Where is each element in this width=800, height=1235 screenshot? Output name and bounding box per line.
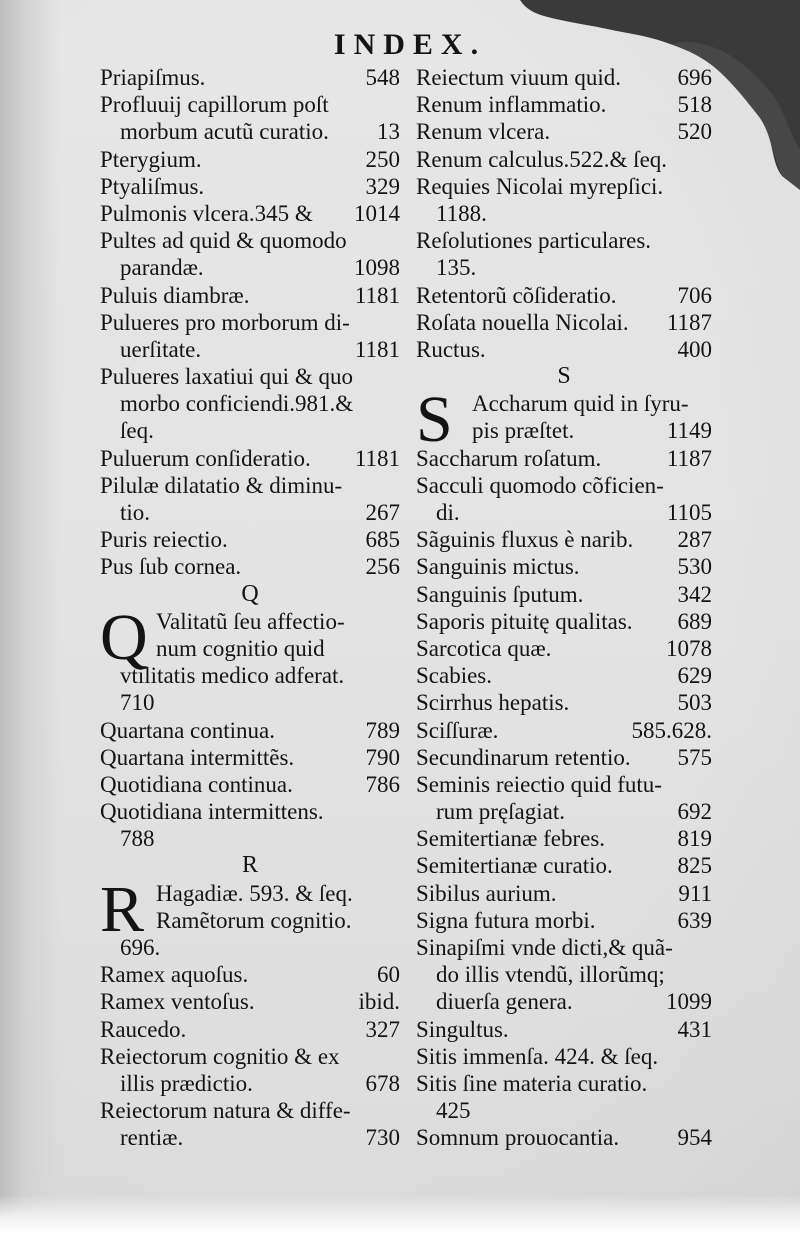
- page-number: 789: [365, 717, 400, 743]
- entry-text: Retentorũ cõſideratio.: [416, 282, 617, 308]
- page-number: 678: [365, 1070, 400, 1096]
- page-number: 954: [677, 1125, 712, 1151]
- drop-cap-letter: R: [100, 872, 145, 946]
- entry-text: Sibilus aurium.: [416, 880, 557, 906]
- index-entry: [100, 363, 400, 445]
- entry-text: Priapiſmus.: [100, 65, 206, 90]
- entry-text: Semitertianæ febres.: [416, 826, 606, 852]
- entry-text: Quartana continua.: [100, 717, 275, 743]
- page-number: 786: [365, 771, 400, 797]
- page-number: 431: [677, 1016, 712, 1042]
- entry-text: Sanguinis mictus.: [416, 554, 580, 580]
- page-number: 518: [677, 92, 712, 118]
- index-entry: [100, 1016, 400, 1043]
- entry-text: Profluuij capillorum poſt: [100, 92, 329, 118]
- entry-text: do illis vtendũ, illorũmq;: [436, 962, 665, 988]
- index-entry: [416, 662, 712, 689]
- page-number: 1078: [666, 635, 712, 661]
- entry-text: pis præſtet.: [472, 418, 575, 444]
- entry-text: Ramex ventoſus.: [100, 989, 255, 1015]
- index-entry: [100, 771, 400, 798]
- index-entry: [100, 200, 400, 227]
- page-number: 685: [365, 527, 400, 553]
- page-number: 1187: [666, 309, 712, 335]
- entry-text: Ructus.: [416, 336, 486, 362]
- drop-cap-entry: [416, 383, 712, 457]
- entry-text: Sciſſuræ.: [416, 717, 499, 743]
- entry-text: Puluis diambræ.: [100, 282, 250, 308]
- entry-text: Pultes ad quid & quomodo: [100, 228, 347, 254]
- entry-text: di.: [436, 500, 460, 525]
- index-entry: [416, 526, 712, 553]
- index-entry: [100, 309, 400, 363]
- index-entry: [100, 961, 400, 988]
- index-entry: [416, 472, 712, 526]
- page-number: 692: [677, 799, 712, 825]
- entry-text: Sanguinis ſputum.: [416, 581, 584, 607]
- entry-text: Saporis pituitę qualitas.: [416, 608, 633, 634]
- section-heading: Q: [241, 580, 259, 607]
- entry-text: Scirrhus hepatis.: [416, 690, 570, 716]
- entry-text: rentiæ.: [120, 1125, 184, 1151]
- entry-text: Raucedo.: [100, 1016, 187, 1042]
- index-entry: [416, 852, 712, 879]
- page-number: 1181: [354, 336, 400, 362]
- index-entry: [416, 64, 712, 91]
- page-number: 287: [677, 527, 712, 553]
- page-number: 256: [365, 554, 400, 580]
- entry-text: Quotidiana intermittens.: [100, 799, 324, 825]
- page-number: 629: [677, 663, 712, 689]
- entry-text: Somnum prouocantia.: [416, 1125, 620, 1151]
- entry-text: ſeq.: [120, 418, 154, 444]
- entry-text: Pilulæ dilatatio & diminu-: [100, 472, 343, 498]
- page-number: 60: [377, 962, 400, 988]
- entry-text: Scabies.: [416, 663, 493, 689]
- page-number: 548: [365, 65, 400, 90]
- entry-text: Puluerum conſideratio.: [100, 445, 311, 471]
- entry-text: Pulueres laxatiui qui & quo: [100, 364, 353, 390]
- index-entry: [416, 118, 712, 145]
- index-entry: [100, 91, 400, 145]
- page-number: 911: [678, 880, 712, 906]
- entry-text: Reiectorum cognitio & ex: [100, 1043, 340, 1069]
- entry-text: tio.: [120, 500, 151, 525]
- page-number: 706: [677, 282, 712, 308]
- entry-text: Pulmonis vlcera.345 &: [100, 200, 313, 226]
- entry-text: Singultus.: [416, 1016, 509, 1042]
- entry-text: 425: [436, 1098, 471, 1124]
- index-entry: [100, 744, 400, 771]
- index-entry: [100, 553, 400, 580]
- entry-text: uerſitate.: [120, 336, 202, 362]
- index-entry: [416, 336, 712, 363]
- index-entry: [416, 771, 712, 825]
- entry-text: Sitis immenſa. 424. & ſeq.: [416, 1043, 659, 1069]
- page-number: 342: [677, 581, 712, 607]
- entry-text: morbum acutũ curatio.: [120, 119, 329, 145]
- left-column: [100, 64, 400, 1152]
- index-entry: [100, 227, 400, 281]
- page-number: 1105: [666, 500, 712, 525]
- page-number: ibid.: [358, 989, 400, 1015]
- page-number: 1099: [666, 989, 712, 1015]
- page-number: 730: [365, 1125, 400, 1151]
- entry-text: diuerſa genera.: [436, 989, 573, 1015]
- entry-text: 710: [120, 690, 155, 716]
- index-entry: [100, 1043, 400, 1097]
- index-entry: [416, 1124, 712, 1151]
- entry-text: Reiectum viuum quid.: [416, 65, 622, 90]
- entry-text: Ramex aquoſus.: [100, 962, 249, 988]
- entry-text: parandæ.: [120, 255, 204, 281]
- entry-text: num cognitio quid: [156, 635, 325, 661]
- entry-text: Ptyaliſmus.: [100, 173, 205, 199]
- entry-text: 696.: [120, 935, 161, 960]
- entry-text: Seminis reiectio quid futu-: [416, 771, 662, 797]
- page-number: 819: [677, 826, 712, 852]
- index-entry: [100, 472, 400, 526]
- page-number: 267: [365, 500, 400, 525]
- page-number: 575: [677, 744, 712, 770]
- entry-text: Sãguinis fluxus è narib.: [416, 527, 634, 553]
- right-column: [416, 64, 712, 1152]
- entry-text: Reſolutiones particulares.: [416, 228, 652, 254]
- index-entry: [416, 553, 712, 580]
- page-number: 329: [365, 173, 400, 199]
- page-number: 327: [365, 1016, 400, 1042]
- page-bottom-margin: [0, 1195, 800, 1235]
- index-entry: [100, 146, 400, 173]
- entry-text: Sitis ſine materia curatio.: [416, 1070, 648, 1096]
- index-entry: [416, 91, 712, 118]
- page-header: INDEX.: [333, 28, 487, 61]
- index-entry: [416, 825, 712, 852]
- entry-text: Renum inflammatio.: [416, 92, 607, 118]
- index-entry: [416, 227, 712, 281]
- drop-cap-letter: Q: [100, 600, 148, 674]
- drop-cap-letter: S: [416, 383, 453, 457]
- entry-text: Renum vlcera.: [416, 119, 551, 145]
- entry-text: Sacculi quomodo cõficien-: [416, 472, 664, 498]
- index-entry: [100, 717, 400, 744]
- index-entry: [416, 146, 712, 173]
- entry-text: Ramẽtorum cognitio.: [156, 907, 352, 933]
- index-entry: [100, 1097, 400, 1151]
- index-entry: [416, 934, 712, 1016]
- index-entry: [100, 526, 400, 553]
- page-number: 250: [365, 146, 400, 172]
- entry-text: Saccharum roſatum.: [416, 445, 602, 471]
- page-gutter-shadow: [0, 0, 60, 1235]
- page-number: 696: [677, 65, 712, 90]
- entry-text: Sinapiſmi vnde dicti,& quã-: [416, 935, 673, 960]
- entry-text: 135.: [436, 255, 477, 281]
- page-number: 400: [677, 336, 712, 362]
- entry-text: 1188.: [436, 200, 487, 226]
- entry-text: Quartana intermittẽs.: [100, 744, 295, 770]
- entry-text: Roſata nouella Nicolai.: [416, 309, 629, 335]
- entry-text: Accharum quid in ſyru-: [472, 391, 689, 417]
- entry-text: Hagadiæ. 593. & ſeq.: [156, 880, 353, 906]
- page-number: 790: [365, 744, 400, 770]
- entry-text: illis prædictio.: [120, 1070, 253, 1096]
- index-entry: [100, 173, 400, 200]
- entry-text: Valitatũ ſeu affectio-: [156, 608, 345, 634]
- page-number: 530: [677, 554, 712, 580]
- index-entry: [416, 635, 712, 662]
- index-entry: [416, 880, 712, 907]
- page-number: 503: [677, 690, 712, 716]
- entry-text: Quotidiana continua.: [100, 771, 293, 797]
- index-entry: [100, 64, 400, 91]
- entry-text: 788: [120, 826, 155, 852]
- entry-text: Pterygium.: [100, 146, 202, 172]
- entry-text: Semitertianæ curatio.: [416, 853, 613, 879]
- entry-text: Renum calculus.522.& ſeq.: [416, 146, 668, 172]
- index-entry: [416, 1043, 712, 1070]
- entry-text: Sarcotica quæ.: [416, 635, 552, 661]
- page-number: 520: [677, 119, 712, 145]
- index-entry: [100, 282, 400, 309]
- page-number: 689: [677, 608, 712, 634]
- page-number: 1181: [354, 445, 400, 471]
- index-entry: [416, 173, 712, 227]
- page-number: 1181: [354, 282, 400, 308]
- entry-text: Requies Nicolai myrepſici.: [416, 173, 664, 199]
- index-entry: [416, 608, 712, 635]
- page-number: 639: [677, 907, 712, 933]
- entry-text: vtilitatis medico adferat.: [120, 663, 345, 689]
- index-entry: [416, 1070, 712, 1124]
- entry-text: Signa futura morbi.: [416, 907, 596, 933]
- entry-text: morbo conficiendi.981.&: [120, 391, 354, 417]
- index-entry: [416, 744, 712, 771]
- index-entry: [416, 717, 712, 744]
- index-entry: [416, 907, 712, 934]
- drop-cap-entry: [100, 872, 400, 962]
- entry-text: Pulueres pro morborum di-: [100, 309, 350, 335]
- section-heading: R: [241, 852, 258, 879]
- entry-text: Puris reiectio.: [100, 527, 228, 553]
- drop-cap-entry: [100, 600, 400, 717]
- section-heading: S: [557, 363, 571, 390]
- page-number: 585.628.: [631, 717, 712, 743]
- page-number: 1149: [666, 418, 712, 444]
- index-entry: [416, 282, 712, 309]
- index-entry: [100, 798, 400, 852]
- index-entry: [100, 988, 400, 1015]
- index-entry: [416, 1016, 712, 1043]
- page-number: 1098: [354, 255, 400, 281]
- index-entry: [416, 309, 712, 336]
- index-entry: [416, 445, 712, 472]
- entry-text: Pus ſub cornea.: [100, 554, 242, 580]
- page-number: 1187: [666, 445, 712, 471]
- entry-text: Reiectorum natura & diffe-: [100, 1098, 351, 1124]
- page-number: 825: [677, 853, 712, 879]
- index-entry: [100, 445, 400, 472]
- entry-text: Secundinarum retentio.: [416, 744, 631, 770]
- entry-text: rum pręſagiat.: [436, 799, 566, 825]
- page-number: 1014: [354, 200, 400, 226]
- index-entry: [416, 689, 712, 716]
- index-entry: [416, 581, 712, 608]
- page-number: 13: [377, 119, 400, 145]
